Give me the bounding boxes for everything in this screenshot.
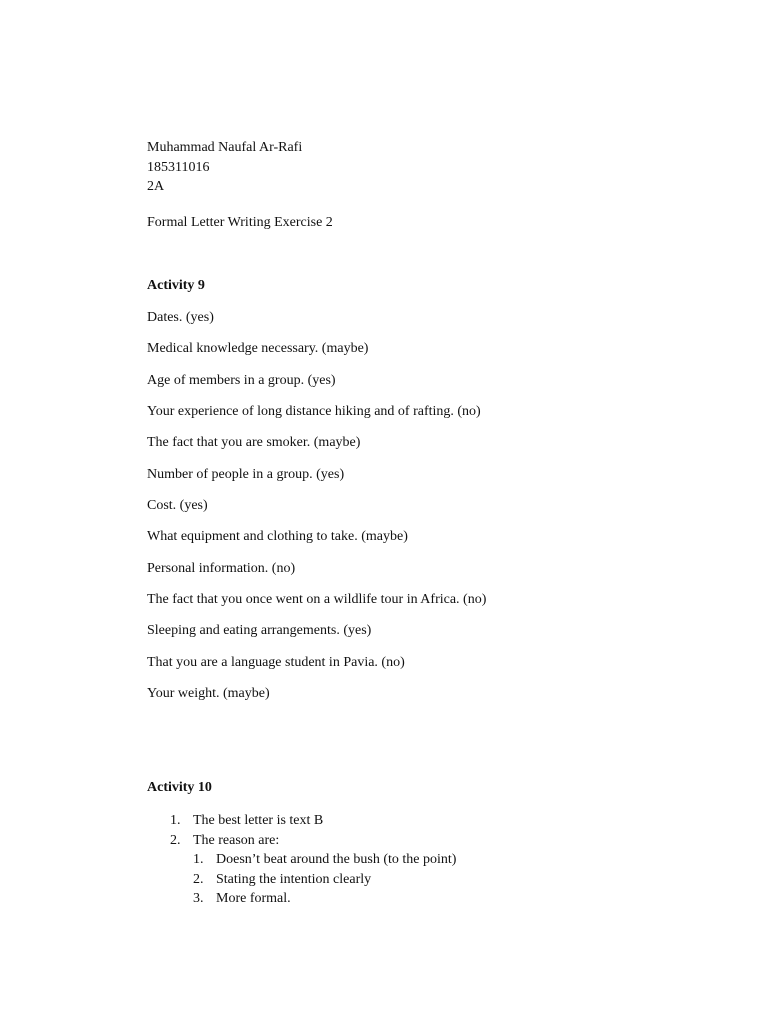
list-number: 2. — [170, 832, 181, 848]
list-item — [170, 831, 456, 909]
list-text: Stating the intention clearly — [216, 871, 372, 887]
list-item: Your weight. (maybe) — [147, 686, 270, 702]
list-number: 3. — [193, 891, 204, 906]
activity-10-heading: Activity 10 — [147, 780, 212, 795]
list-text: Doesn’t beat around the bush (to the point) — [216, 852, 457, 867]
list-item: That you are a language student in Pavia. (no) — [147, 654, 405, 670]
author-block — [147, 138, 302, 197]
activity-9-list — [147, 309, 486, 716]
list-text: More formal. — [216, 891, 291, 906]
reasons-list — [170, 850, 456, 909]
list-text: The reason are: — [193, 832, 280, 848]
list-item: Cost. (yes) — [147, 498, 208, 514]
list-item: The fact that you are smoker. (maybe) — [147, 435, 361, 451]
list-item — [170, 811, 456, 831]
list-item — [193, 889, 456, 909]
list-item: Medical knowledge necessary. (maybe) — [147, 341, 369, 357]
list-item: Personal information. (no) — [147, 560, 296, 576]
student-id: 185311016 — [147, 159, 210, 175]
list-item — [193, 870, 456, 890]
activity-9-heading: Activity 9 — [147, 278, 205, 293]
list-number: 1. — [193, 852, 204, 867]
author-name: Muhammad Naufal Ar-Rafi — [147, 140, 303, 155]
list-number: 1. — [170, 813, 181, 828]
activity-10-list — [170, 811, 456, 909]
list-item — [193, 850, 456, 870]
list-item: Sleeping and eating arrangements. (yes) — [147, 623, 372, 639]
list-item: What equipment and clothing to take. (maybe) — [147, 529, 408, 545]
list-item: The fact that you once went on a wildlife tour in Africa. (no) — [147, 592, 487, 608]
list-item: Your experience of long distance hiking and of rafting. (no) — [147, 404, 481, 420]
list-item: Number of people in a group. (yes) — [147, 466, 345, 482]
class-label: 2A — [147, 179, 165, 194]
list-number: 2. — [193, 871, 204, 887]
list-item: Age of members in a group. (yes) — [147, 372, 336, 388]
document-title: Formal Letter Writing Exercise 2 — [147, 215, 333, 230]
list-text: The best letter is text B — [193, 813, 324, 828]
list-item: Dates. (yes) — [147, 310, 214, 325]
